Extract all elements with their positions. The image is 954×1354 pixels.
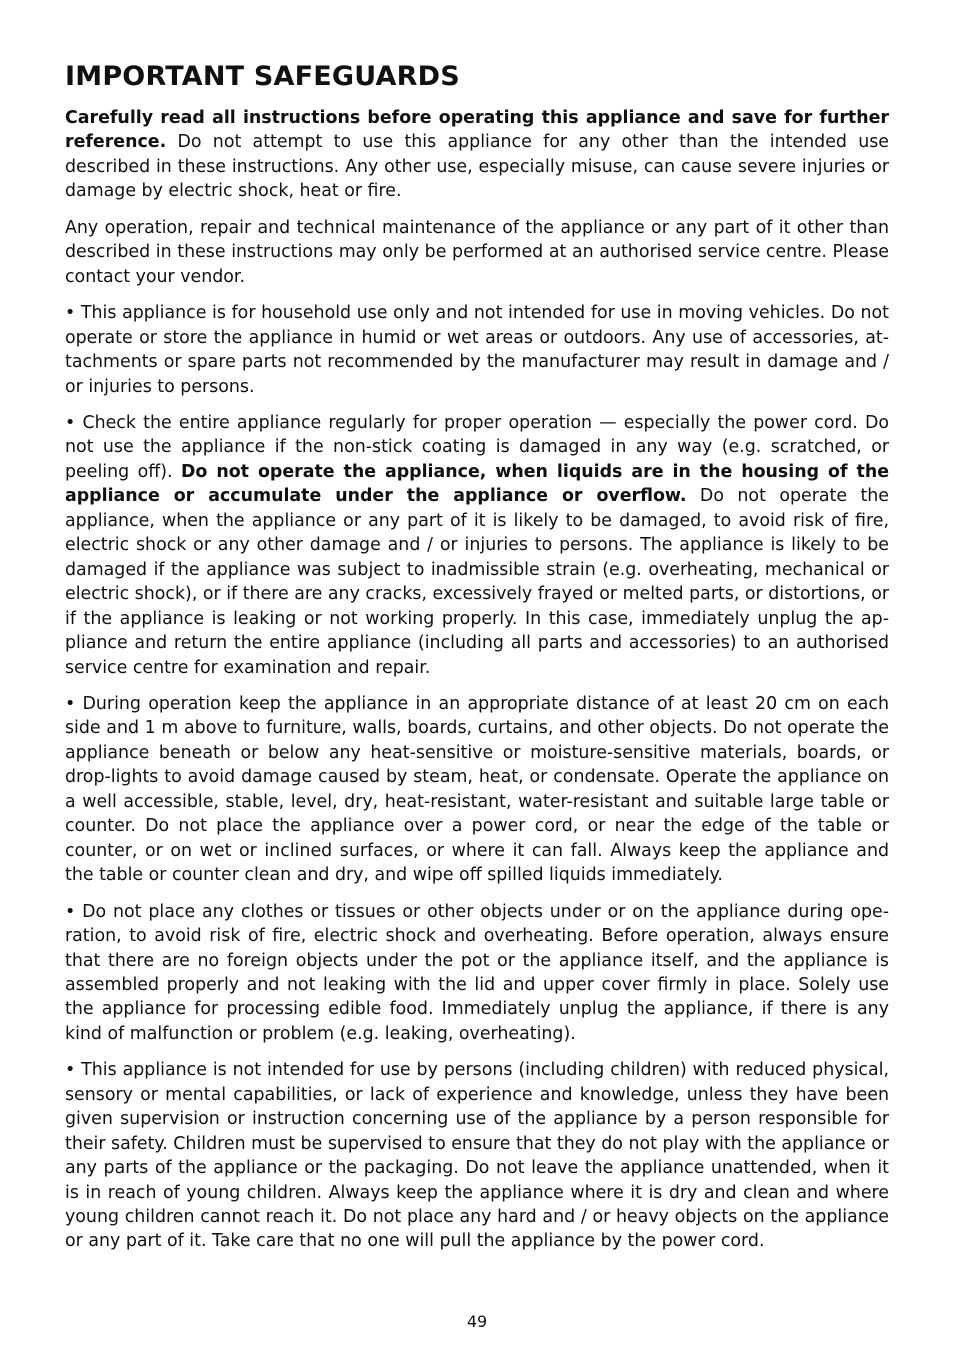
- page-number: 49: [466, 1312, 488, 1331]
- placement-paragraph: • During operation keep the appliance in an appropriate distance of at least 20 cm on each side and 1 m above to furniture, walls, boards, curtains, and other objects. Do not operate the appliance beneath or below any heat-sensitive or moisture-sensitive materials, boards, or drop-lights to avoid damage caused by steam, heat, or condensate. Operate the appliance on a well accessible, stable, level, dry, heat-resistant, water-resistant and suitable large table or counter. Do not place the appliance over a power cord, or near the edge of the table or counter, or on wet or inclined surfaces, or where it can fall. Always keep the appliance and the table or counter clean and dry, and wipe off spilled liquids immediately.: [65, 693, 889, 886]
- inspection-paragraph: [65, 411, 889, 680]
- document-page: [65, 58, 889, 1266]
- service-paragraph: Any operation, repair and technical maintenance of the appliance or any part of it other than described in these instructions may only be performed at an authorised service centre. Please contact your vendor.: [65, 217, 889, 287]
- intro-bold-lead: Carefully read all instructions before operating this appliance and save for further reference.: [65, 108, 889, 153]
- inspection-text-after: Do not operate the appliance, when the appliance or any part of it is likely to be damaged, to avoid risk of fire, electric shock or any other damage and / or injuries to persons. The appliance is likely to be damaged if the appliance was subject to inadmissible strain (e.g. overheating, mechanical or electric shock), or if there are any cracks, excessively frayed or melted parts, or distortions, or if the appliance is leaking or not working properly. In this case, immediately unplug the appliance and return the entire appliance (including all parts and accessories) to an authorised service centre for examination and repair.: [65, 486, 889, 678]
- page-title: IMPORTANT SAFEGUARDS: [65, 61, 460, 92]
- inspection-text-before: • Check the entire appliance regularly for proper operation — especially the power cord. Do not use the appliance if the non-stick coating is damaged in any way (e.g. scratched, or peeling off).: [65, 412, 889, 482]
- intro-text: Do not attempt to use this appliance for any other than the intended use described in these instructions. Any other use, especially misuse, can cause severe injuries or damage by electric shock, heat or fire.: [65, 132, 889, 202]
- intro-paragraph: [65, 106, 889, 204]
- household-use-paragraph: • This appliance is for household use only and not intended for use in moving vehicles. Do not operate or store the appliance in humid or wet areas or outdoors. Any use of accessories, attachments or spare parts not recommended by the manufacturer may result in damage and / or injuries to persons.: [65, 303, 889, 397]
- inspection-bold-warning: Do not operate the appliance, when liquids are in the housing of the appliance or accumulate under the appliance or overflow.: [65, 461, 889, 507]
- children-paragraph: • This appliance is not intended for use by persons (including children) with reduced physical, sensory or mental capabilities, or lack of experience and knowledge, unless they have been given supervision or instruction concerning use of the appliance by a person responsible for their safety. Children must be supervised to ensure that they do not play with the appliance or any parts of the appliance or the packaging. Do not leave the appliance unattended, when it is in reach of young children. Always keep the appliance where it is dry and clean and where young children cannot reach it. Do not place any hard and / or heavy objects on the appliance or any part of it. Take care that no one will pull the appliance by the power cord.: [65, 1060, 889, 1252]
- operation-paragraph: • Do not place any clothes or tissues or other objects under or on the appliance during operation, to avoid risk of fire, electric shock and overheating. Before operation, always ensure that there are no foreign objects under the pot or the appliance itself, and the appliance is assembled properly and not leaking with the lid and upper cover firmly in place. Solely use the appliance for processing edible food. Immediately unplug the appliance, if there is any kind of malfunction or problem (e.g. leaking, overheating).: [65, 901, 889, 1044]
